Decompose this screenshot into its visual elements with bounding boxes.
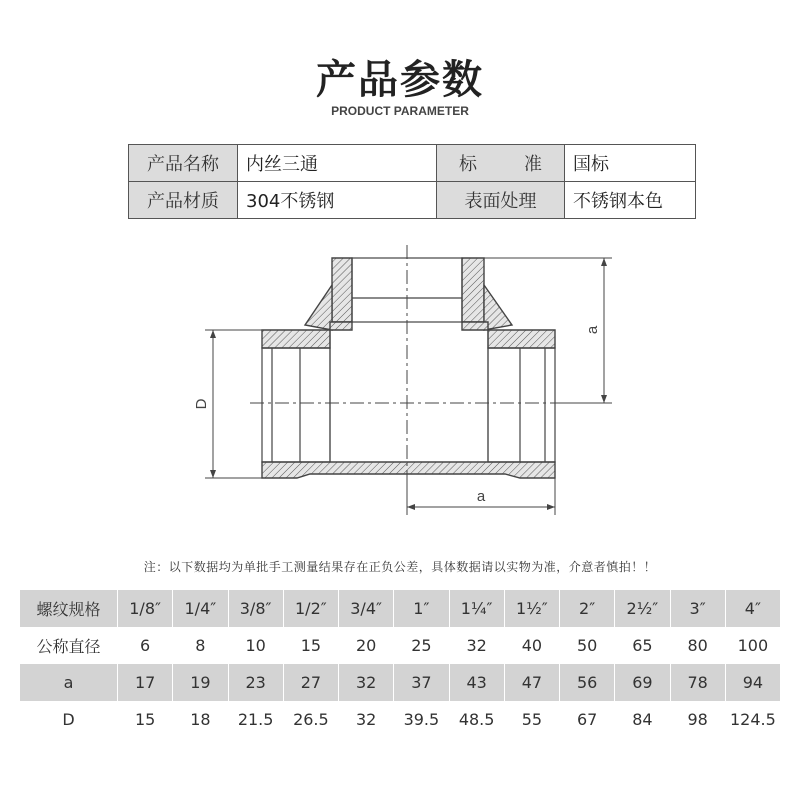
dim-a-vertical-label: a (584, 325, 601, 335)
spec-cell: 20 (339, 627, 394, 664)
spec-row-header: a (20, 664, 118, 701)
tee-body (262, 258, 555, 478)
info-value: 不锈钢本色 (565, 182, 696, 219)
spec-row (20, 590, 781, 627)
spec-cell: 17 (118, 664, 173, 701)
spec-cell: 94 (725, 664, 780, 701)
spec-row-header: 螺纹规格 (20, 590, 118, 627)
spec-cell: 65 (615, 627, 670, 664)
spec-cell: 1/2″ (283, 590, 338, 627)
spec-cell: 124.5 (725, 701, 780, 738)
info-value: 304不锈钢 (238, 182, 437, 219)
spec-cell: 78 (670, 664, 725, 701)
spec-cell: 2½″ (615, 590, 670, 627)
spec-cell: 56 (560, 664, 615, 701)
bore-lines (262, 258, 555, 462)
info-label-part: 准 (524, 154, 542, 175)
spec-cell: 47 (504, 664, 559, 701)
spec-cell: 26.5 (283, 701, 338, 738)
spec-cell: 32 (449, 627, 504, 664)
spec-cell: 1¼″ (449, 590, 504, 627)
spec-cell: 27 (283, 664, 338, 701)
info-label-part: 标 (459, 154, 477, 175)
spec-row-header: D (20, 701, 118, 738)
spec-row-header: 公称直径 (20, 627, 118, 664)
spec-cell: 80 (670, 627, 725, 664)
info-value: 内丝三通 (238, 145, 437, 182)
spec-cell: 10 (228, 627, 283, 664)
spec-cell: 32 (339, 701, 394, 738)
spec-cell: 1″ (394, 590, 449, 627)
dim-d-label: D (193, 398, 210, 410)
info-label: 表面处理 (437, 182, 565, 219)
page-title: 产品参数 (316, 57, 484, 103)
spec-row (20, 627, 781, 664)
spec-cell: 50 (560, 627, 615, 664)
spec-cell: 6 (118, 627, 173, 664)
spec-cell: 55 (504, 701, 559, 738)
spec-cell: 18 (173, 701, 228, 738)
spec-cell: 3″ (670, 590, 725, 627)
info-label: 产品材质 (129, 182, 238, 219)
info-label: 产品名称 (129, 145, 238, 182)
spec-cell: 69 (615, 664, 670, 701)
spec-table (20, 590, 781, 738)
spec-cell: 1/8″ (118, 590, 173, 627)
spec-cell: 98 (670, 701, 725, 738)
spec-cell: 3/4″ (339, 590, 394, 627)
spec-cell: 1/4″ (173, 590, 228, 627)
spec-cell: 19 (173, 664, 228, 701)
spec-cell: 84 (615, 701, 670, 738)
spec-cell: 15 (118, 701, 173, 738)
spec-cell: 32 (339, 664, 394, 701)
info-value: 国标 (565, 145, 696, 182)
spec-cell: 8 (173, 627, 228, 664)
measurement-note: 注：以下数据均为单批手工测量结果存在正负公差，具体数据请以实物为准，介意者慎拍！！ (143, 560, 657, 574)
spec-cell: 48.5 (449, 701, 504, 738)
spec-cell: 2″ (560, 590, 615, 627)
spec-cell: 40 (504, 627, 559, 664)
spec-cell: 37 (394, 664, 449, 701)
spec-cell: 23 (228, 664, 283, 701)
spec-row (20, 701, 781, 738)
page-subtitle: PRODUCT PARAMETER (331, 104, 469, 118)
spec-cell: 100 (725, 627, 780, 664)
spec-cell: 21.5 (228, 701, 283, 738)
spec-cell: 1½″ (504, 590, 559, 627)
spec-cell: 4″ (725, 590, 780, 627)
spec-cell: 3/8″ (228, 590, 283, 627)
spec-row (20, 664, 781, 701)
dim-a-horizontal-label: a (476, 488, 486, 505)
spec-cell: 39.5 (394, 701, 449, 738)
spec-cell: 25 (394, 627, 449, 664)
spec-cell: 15 (283, 627, 338, 664)
spec-cell: 43 (449, 664, 504, 701)
spec-cell: 67 (560, 701, 615, 738)
